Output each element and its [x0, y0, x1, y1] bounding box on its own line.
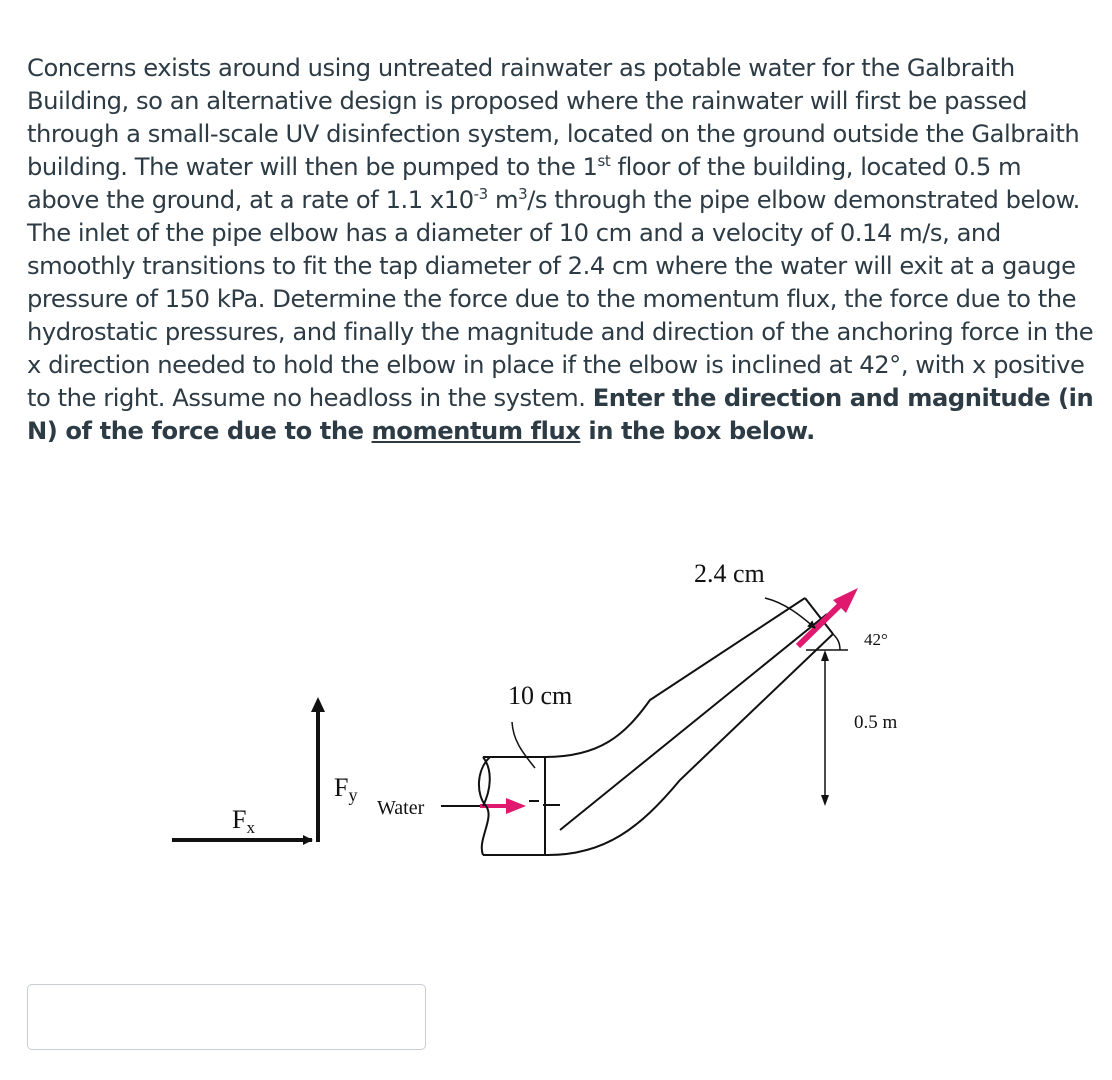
instruction-part: Enter the direction and magnitude (in N) of the force due to the	[27, 384, 1094, 445]
outlet-centerline	[560, 614, 827, 830]
instruction-part: in the box below.	[580, 417, 815, 445]
angle-label: 42°	[864, 630, 888, 649]
inlet-diameter-label: 10 cm	[508, 681, 573, 710]
question-part: Concerns exists around using untreated rainwater as potable water for the Galbraith Building, so an alternative design is proposed where the rainwater will first be passed through a small-scale UV disinfection system, located on the ground outside the Galbraith building. The water will then be pumped to the 1	[27, 54, 1080, 181]
fy-label: Fy	[334, 773, 358, 805]
question-part: m	[487, 186, 519, 214]
height-arrowhead-top	[821, 650, 829, 661]
inlet-flow-arrowhead	[506, 798, 526, 814]
question-part: /s through the pipe elbow demonstrated below. The inlet of the pipe elbow has a diameter of 10 cm and a velocity of 0.14 m/s, and smoothly transitions to fit the tap diameter of 2.4 cm where the water will exit at a gauge pressure of 150 kPa. Determine the force due to the momentum flux, the force due to the hydrostatic pressures, and finally the magnitude and direction of the anchoring force in the x direction needed to hold the elbow in place if the elbow is inclined at 42°, with x positive to the right. Assume no headloss in the system.	[27, 186, 1094, 412]
height-label: 0.5 m	[854, 712, 898, 733]
answer-input[interactable]	[27, 984, 426, 1050]
height-arrowhead-bottom	[821, 795, 829, 806]
water-label: Water	[377, 797, 425, 819]
fx-label: Fx	[232, 805, 255, 837]
fy-arrowhead	[311, 697, 325, 712]
question-part: floor of the building, located 0.5 m above the ground, at a rate of 1.1 x10	[27, 153, 1022, 214]
instruction-underlined: momentum flux	[371, 417, 581, 445]
superscript: -3	[473, 185, 488, 203]
superscript: 3	[518, 185, 528, 203]
superscript: st	[597, 152, 611, 170]
angle-arc	[833, 634, 840, 650]
outlet-flow-arrow	[798, 602, 843, 646]
inlet-diameter-leader	[512, 722, 535, 768]
pipe-elbow	[479, 598, 833, 855]
outlet-diameter-label: 2.4 cm	[694, 559, 765, 588]
